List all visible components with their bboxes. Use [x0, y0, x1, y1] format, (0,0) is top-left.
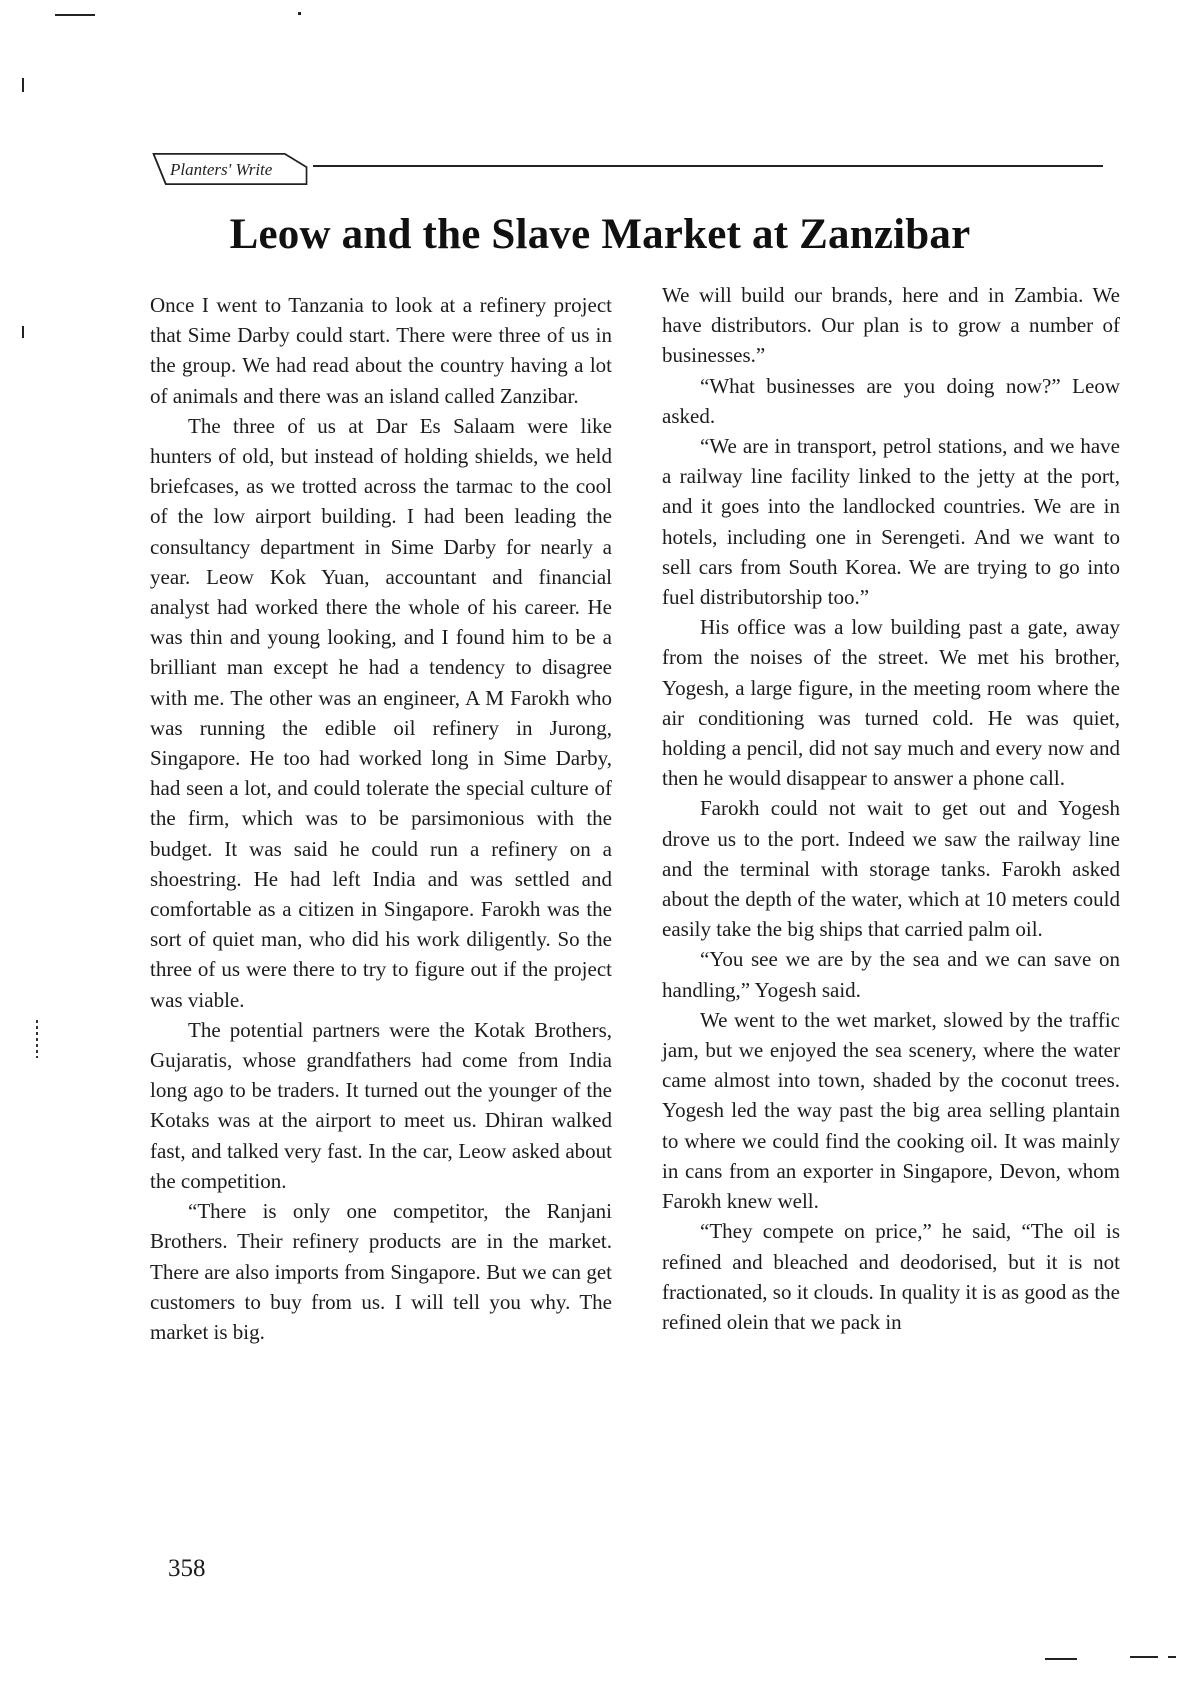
- article-title: Leow and the Slave Market at Zanzibar: [229, 211, 971, 258]
- scan-mark: [1130, 1656, 1158, 1658]
- paragraph: “You see we are by the sea and we can save on handling,” Yogesh said.: [662, 947, 1120, 1002]
- running-head-rule: [313, 165, 1103, 167]
- paragraph: We went to the wet market, slowed by the traffic jam, but we enjoyed the sea scenery, where the water came almost into town, shaded by the coconut trees. Yogesh led the way past the big area selling plantain to where we could find the cooking oil. It was mainly in cans from an exporter in Singapore, Devon, whom Farokh knew well.: [662, 1007, 1120, 1214]
- paragraph: His office was a low building past a gate, away from the noises of the street. We met his brother, Yogesh, a large figure, in the meeting room where the air conditioning was turned cold. He was quiet, holding a pencil, did not say much and every now and then he would disappear to answer a phone call.: [662, 615, 1120, 791]
- scan-mark: [1045, 1658, 1077, 1660]
- right-column: [662, 280, 1120, 1337]
- paragraph: Farokh could not wait to get out and Yogesh drove us to the port. Indeed we saw the railway line and the terminal with storage tanks. Farokh asked about the depth of the water, which at 10 meters could easily take the big ships that carried palm oil.: [662, 796, 1120, 942]
- paragraph: We will build our brands, here and in Zambia. We have distributors. Our plan is to grow a number of businesses.”: [662, 283, 1120, 368]
- page-number: 358: [168, 1555, 206, 1582]
- scan-mark: [22, 78, 24, 92]
- paragraph: “We are in transport, petrol stations, and we have a railway line facility linked to the jetty at the port, and it goes into the landlocked countries. We are in hotels, including one in Serengeti. And we want to sell cars from South Korea. We are trying to go into fuel distributorship too.”: [662, 434, 1120, 610]
- paragraph: “There is only one competitor, the Ranjani Brothers. Their refinery products are in the market. There are also imports from Singapore. But we can get customers to buy from us. I will tell you why. The market is big.: [150, 1199, 612, 1344]
- scan-mark: [1168, 1656, 1176, 1658]
- paragraph: Once I went to Tanzania to look at a refinery project that Sime Darby could start. There were three of us in the group. We had read about the country having a lot of animals and there was an island called Zanzibar.: [150, 293, 612, 408]
- running-head-label: Planters' Write: [170, 160, 273, 179]
- scan-mark: [298, 12, 301, 15]
- scan-mark: [22, 326, 24, 338]
- scan-mark: [55, 14, 95, 16]
- running-head: [148, 150, 1108, 194]
- scan-mark: [36, 1020, 38, 1058]
- paragraph: “They compete on price,” he said, “The oil is refined and bleached and deodorised, but it is not fractionated, so it clouds. In quality it is as good as the refined olein that we pack in: [662, 1219, 1120, 1334]
- paragraph: The potential partners were the Kotak Brothers, Gujaratis, whose grandfathers had come from India long ago to be traders. It turned out the younger of the Kotaks was at the airport to meet us. Dhiran walked fast, and talked very fast. In the car, Leow asked about the competition.: [150, 1017, 612, 1193]
- left-column: [150, 290, 612, 1347]
- paragraph: The three of us at Dar Es Salaam were like hunters of old, but instead of holding shields, we held briefcases, as we trotted across the tarmac to the cool of the low airport building. I had been leading the consultancy department in Sime Darby for nearly a year. Leow Kok Yuan, accountant and financial analyst had worked there the whole of his career. He was thin and young looking, and I found him to be a brilliant man except he had a tendency to disagree with me. The other was an engineer, A M Farokh who was running the edible oil refinery in Jurong, Singapore. He too had worked long in Sime Darby, had seen a lot, and could tolerate the special culture of the firm, which was to be parsimonious with the budget. It was said he could run a refinery on a shoestring. He had left India and was settled and comfortable as a citizen in Singapore. Farokh was the sort of quiet man, who did his work diligently. So the three of us were there to try to figure out if the project was viable.: [150, 413, 612, 1012]
- paragraph: “What businesses are you doing now?” Leow asked.: [662, 373, 1120, 428]
